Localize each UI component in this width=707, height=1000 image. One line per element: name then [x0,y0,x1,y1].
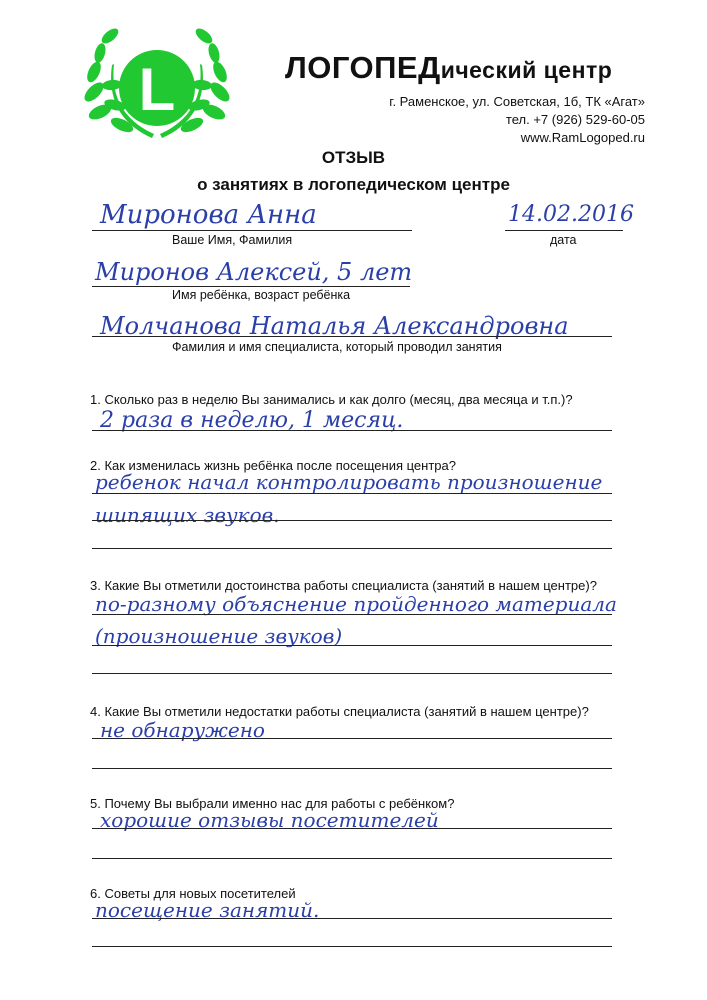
answer-5-rule-1 [92,828,612,829]
specialist-line [92,336,612,337]
answer-5-line-1: хорошие отзывы посетителей [100,808,439,832]
answer-1-rule-1 [92,430,612,431]
answer-1-line-1: 2 раза в неделю, 1 месяц. [100,408,404,433]
question-1: 1. Сколько раз в неделю Вы занимались и как долго (месяц, два месяца и т.п.)? [90,392,573,407]
answer-specialist: Молчанова Наталья Александровна [100,312,569,340]
question-4: 4. Какие Вы отметили недостатки работы специалиста (занятий в нашем центре)? [90,704,589,719]
brand-title [285,50,612,86]
child-caption: Имя ребёнка, возраст ребёнка [172,288,351,302]
question-5: 5. Почему Вы выбрали именно нас для работы с ребёнком? [90,796,455,811]
specialist-caption: Фамилия и имя специалиста, который проводил занятия [172,340,502,354]
answer-3-rule-2 [92,645,612,646]
answer-2-rule-2 [92,520,612,521]
answer-name: Миронова Анна [100,200,317,230]
answer-4-rule-1 [92,738,612,739]
answer-3-rule-1 [92,614,612,615]
form-title: ОТЗЫВ [321,148,386,167]
answer-6-rule-1 [92,918,612,919]
answer-3-line-2: (произношение звуков) [95,624,343,648]
answer-2-line-1: ребенок начал контролировать произношение [95,470,603,494]
name-caption: Ваше Имя, Фамилия [172,233,293,247]
answer-2-rule-3 [92,548,612,549]
brand-caps: ЛОГОПЕД [285,50,441,85]
phone-text: тел. +7 (926) 529-60-05 [505,112,645,127]
answer-3-line-1: по-разному объяснение пройденного материала [95,592,617,616]
date-caption: дата [550,233,577,247]
answer-3-rule-3 [92,673,612,674]
laurel-logo-icon [82,20,232,145]
answer-5-rule-2 [92,858,612,859]
form-subtitle: о занятиях в логопедическом центре [197,175,510,194]
question-6: 6. Советы для новых посетителей [90,886,296,901]
answer-child: Миронов Алексей, 5 лет [95,258,413,286]
answer-6-rule-2 [92,946,612,947]
question-3: 3. Какие Вы отметили достоинства работы специалиста (занятий в нашем центре)? [90,578,597,593]
logo-letter: L [138,56,176,123]
answer-6-line-1: посещение занятий. [95,898,320,922]
website-text: www.RamLogoped.ru [520,130,645,145]
answer-date: 14.02.2016 [508,202,634,227]
answer-4-rule-2 [92,768,612,769]
question-2: 2. Как изменилась жизнь ребёнка после посещения центра? [90,458,456,473]
name-line [92,230,412,231]
brand-rest: ический центр [440,57,613,83]
answer-4-line-1: не обнаружено [100,718,265,742]
address-text: г. Раменское, ул. Советская, 1б, ТК «Агат» [389,94,645,109]
answer-2-rule-1 [92,493,612,494]
answer-2-line-2: шипящих звуков. [95,503,280,527]
child-line [92,286,410,287]
date-line [505,230,623,231]
